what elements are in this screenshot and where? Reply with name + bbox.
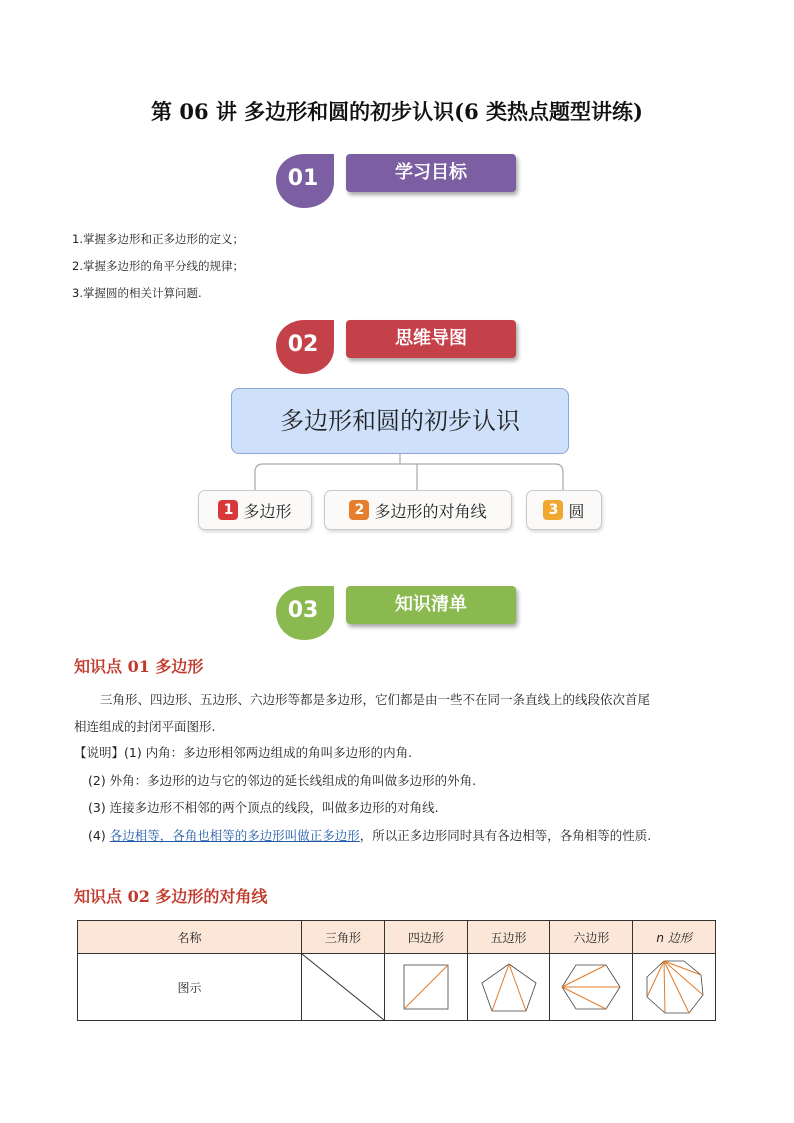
table-header: 六边形 [550, 921, 633, 954]
mindmap-node-3 [526, 490, 602, 530]
square-diagonal-icon [396, 959, 456, 1015]
section-number: 03 [287, 598, 319, 623]
pentagon-diagonal-icon [476, 959, 542, 1015]
kp1-heading: 知识点 01 多边形 [74, 657, 204, 676]
table-header: 名称 [78, 921, 302, 954]
octagon-diagonal-icon [641, 957, 707, 1017]
n-gon-diagram [633, 954, 716, 1021]
node-number: 1 [218, 500, 238, 520]
triangle-figure-icon [302, 954, 384, 1020]
table-header: 四边形 [384, 921, 467, 954]
quadrilateral-diagram [384, 954, 467, 1021]
kp1-note-3: (3) 连接多边形不相邻的两个顶点的线段，叫做多边形的对角线. [88, 800, 439, 815]
node-number: 3 [543, 500, 563, 520]
objective-3: 3.掌握圆的相关计算问题. [72, 286, 202, 300]
section-label: 知识清单 [346, 586, 516, 624]
hexagon-diagram [550, 954, 633, 1021]
node-label: 多边形的对角线 [374, 501, 487, 521]
kp1-note-4 [88, 826, 651, 844]
mindmap-node-2 [324, 490, 512, 530]
table-header: n 边形 [633, 921, 716, 954]
kp1-note-1: 【说明】(1) 内角：多边形相邻两边组成的角叫多边形的内角. [74, 745, 413, 760]
kp1-intro-line1: 三角形、四边形、五边形、六边形等都是多边形，它们都是由一些不在同一条直线上的线段依次首尾 [100, 692, 651, 707]
triangle-diagram [301, 954, 384, 1021]
note4-prefix: (4) [88, 828, 110, 843]
section-label: 学习目标 [346, 154, 516, 192]
kp2-heading: 知识点 02 多边形的对角线 [74, 887, 268, 906]
table-row [78, 954, 716, 1021]
table-header: 五边形 [467, 921, 550, 954]
note4-suffix: ，所以正多边形同时具有各边相等，各角相等的性质. [359, 828, 652, 843]
node-label: 圆 [568, 501, 585, 521]
diagonal-table [77, 920, 716, 1021]
regular-polygon-definition-link[interactable]: 各边相等，各角也相等的多边形叫做正多边形 [109, 828, 360, 843]
mindmap-node-1 [198, 490, 312, 530]
mindmap-root: 多边形和圆的初步认识 [231, 388, 569, 454]
kp1-note-2: (2) 外角：多边形的边与它的邻边的延长线组成的角叫做多边形的外角. [88, 773, 477, 788]
section-badge-03 [270, 584, 540, 644]
page-title: 第 06 讲 多边形和圆的初步认识(6 类热点题型讲练) [151, 99, 643, 124]
objective-2: 2.掌握多边形的角平分线的规律； [72, 259, 244, 273]
node-number: 2 [349, 500, 369, 520]
row-label: 图示 [78, 954, 302, 1021]
table-header: 三角形 [301, 921, 384, 954]
pentagon-diagram [467, 954, 550, 1021]
section-label: 思维导图 [346, 320, 516, 358]
node-label: 多边形 [243, 501, 292, 521]
section-number: 02 [287, 332, 319, 357]
kp1-intro-line2: 相连组成的封闭平面图形. [74, 719, 216, 734]
hexagon-diagonal-icon [558, 959, 624, 1015]
section-number: 01 [287, 166, 319, 191]
table-header-row [78, 921, 716, 954]
objective-1: 1.掌握多边形和正多边形的定义； [72, 232, 244, 246]
